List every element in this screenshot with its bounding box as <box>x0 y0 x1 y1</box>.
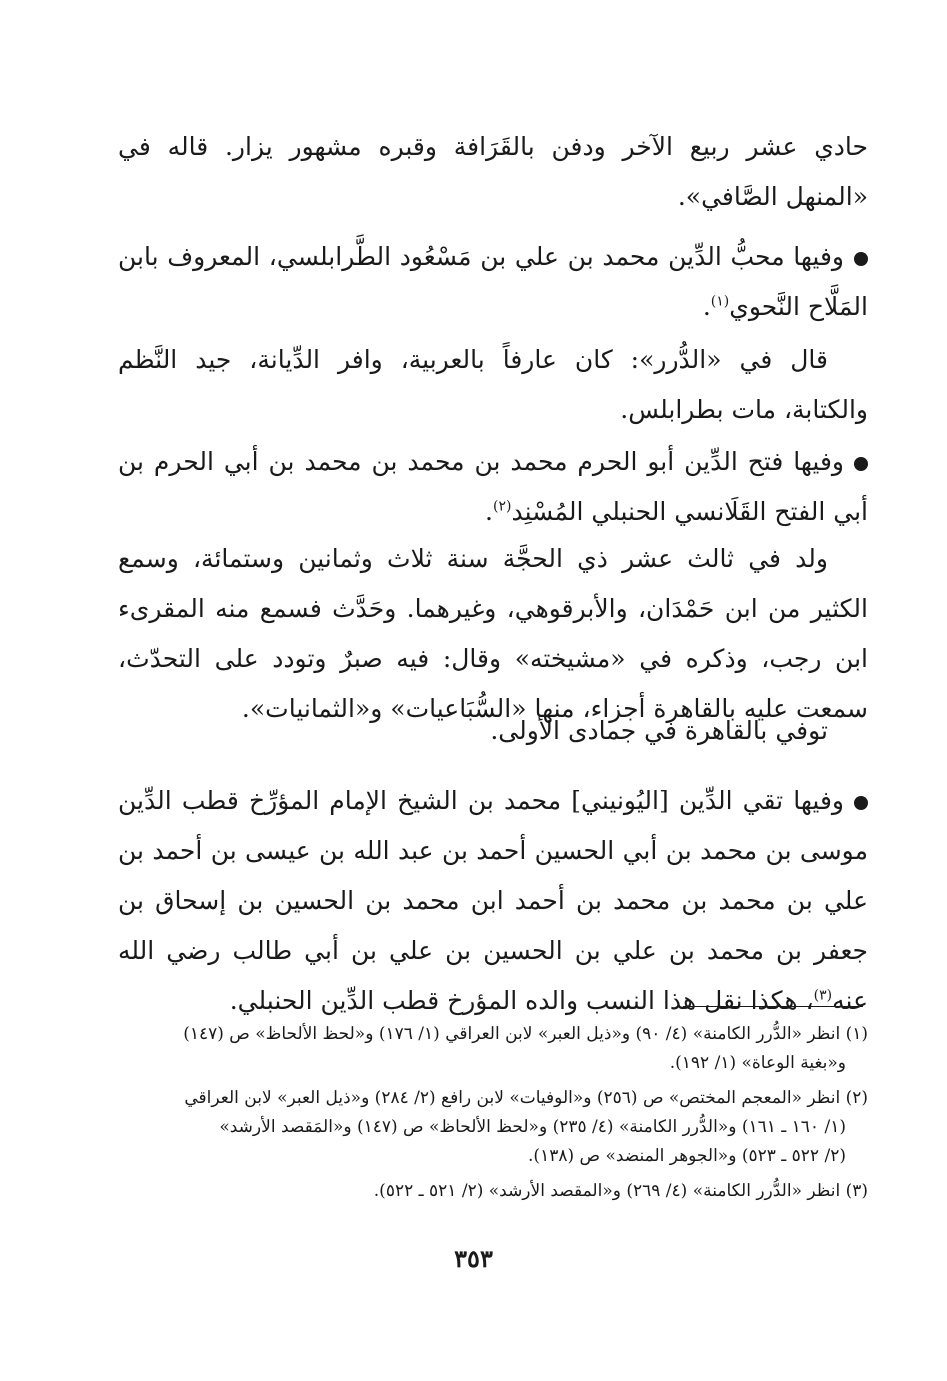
footnote-divider <box>683 1006 863 1007</box>
paragraph-entry-yunini <box>118 776 868 1026</box>
bullet-icon <box>854 457 868 471</box>
footnote-line: انظر «الدُّرر الكامنة» (٤/ ٢٦٩) و«المقصد الأرشد» (٢/ ٥٢١ ـ ٥٢٢). <box>373 1181 841 1201</box>
entry-text: وفيها تقي الدِّين [اليُونيني] محمد بن الشيخ الإمام المؤرِّخ قطب الدِّين موسى بن محمد بن أبي الحسين أحمد بن عبد الله بن عيسى بن أحمد بن علي بن محمد بن محمد بن أحمد ابن محمد بن الحسين بن إسحاق بن جعفر بن محمد بن علي بن الحسين بن علي بن أبي طالب رضي الله عنه <box>118 786 868 1015</box>
footnote-line: و«بغية الوعاة» (١/ ١٩٢). <box>669 1053 846 1073</box>
paragraph-birth-details: ولد في ثالث عشر ذي الحجَّة سنة ثلاث وثمانين وستمائة، وسمع الكثير من ابن حَمْدَان، والأبرقوهي، وغيرهما. وحَدَّث فسمع منه المقرىء ابن رجب، وذكره في «مشيخته» وقال: فيه صبرٌ وتودد على التحدّث، سمعت عليه بالقاهرة أجزاء، منها «السُّبَاعيات» و«الثمانيات». <box>118 544 868 723</box>
footnote-marker: (٣) <box>845 1181 868 1201</box>
footnote-1 <box>118 1020 868 1078</box>
footnote-ref[interactable]: (٣) <box>813 987 833 1004</box>
footnote-line: (١/ ١٦٠ ـ ١٦١) و«الدُّرر الكامنة» (٤/ ٢٣٥) و«لحظ الألحاظ» ص (١٤٧) و«المَقصد الأرشد» <box>219 1117 846 1137</box>
entry-end: . <box>485 497 493 526</box>
entry-end: ، هكذا نقل هذا النسب والده المؤرخ قطب الدِّين الحنبلي. <box>229 986 814 1015</box>
footnote-ref[interactable]: (٢) <box>493 498 512 515</box>
footnote-3 <box>118 1177 868 1206</box>
paragraph-death-details: توفي بالقاهرة في جمادى الأولى. <box>490 716 828 745</box>
footnote-marker: (١) <box>845 1024 868 1044</box>
entry-end: . <box>702 292 711 321</box>
paragraph-entry-tarabulsi <box>118 232 868 332</box>
footnote-ref[interactable]: (١) <box>710 293 730 310</box>
page-number: ٣٥٣ <box>454 1244 493 1273</box>
footnote-line: انظر «المعجم المختص» ص (٢٥٦) و«الوفيات» لابن رافع (٢/ ٢٨٤) و«ذيل العبر» لابن العراقي <box>184 1088 841 1108</box>
bullet-icon <box>854 252 868 266</box>
footnote-2 <box>118 1084 868 1171</box>
bullet-icon <box>854 796 868 810</box>
paragraph-continuation: حادي عشر ربيع الآخر ودفن بالقَرَافة وقبره مشهور يزار. قاله في «المنهل الصَّافي». <box>118 132 868 211</box>
entry-text: وفيها فتح الدِّين أبو الحرم محمد بن محمد بن محمد بن أبي الحرم بن أبي الفتح القَلَانسي الحنبلي المُسْنِد <box>118 447 868 526</box>
paragraph-entry-qalanisi <box>118 437 868 537</box>
footnote-line: انظر «الدُّرر الكامنة» (٤/ ٩٠) و«ذيل العبر» لابن العراقي (١/ ١٧٦) و«لحظ الألحاظ» ص (١٤٧) <box>183 1024 841 1044</box>
footnotes-section <box>118 1020 868 1212</box>
entry-text: وفيها محبُّ الدِّين محمد بن علي بن مَسْعُود الطَّرابلسي، المعروف بابن المَلَّاح النَّحوي <box>118 242 868 321</box>
footnote-marker: (٢) <box>845 1088 868 1108</box>
paragraph-durar-quote: قال في «الدُّرر»: كان عارفاً بالعربية، وافر الدِّيانة، جيد النَّظم والكتابة، مات بطرابلس. <box>118 345 868 424</box>
footnote-line: (٢/ ٥٢٢ ـ ٥٢٣) و«الجوهر المنضد» ص (١٣٨). <box>528 1146 846 1166</box>
